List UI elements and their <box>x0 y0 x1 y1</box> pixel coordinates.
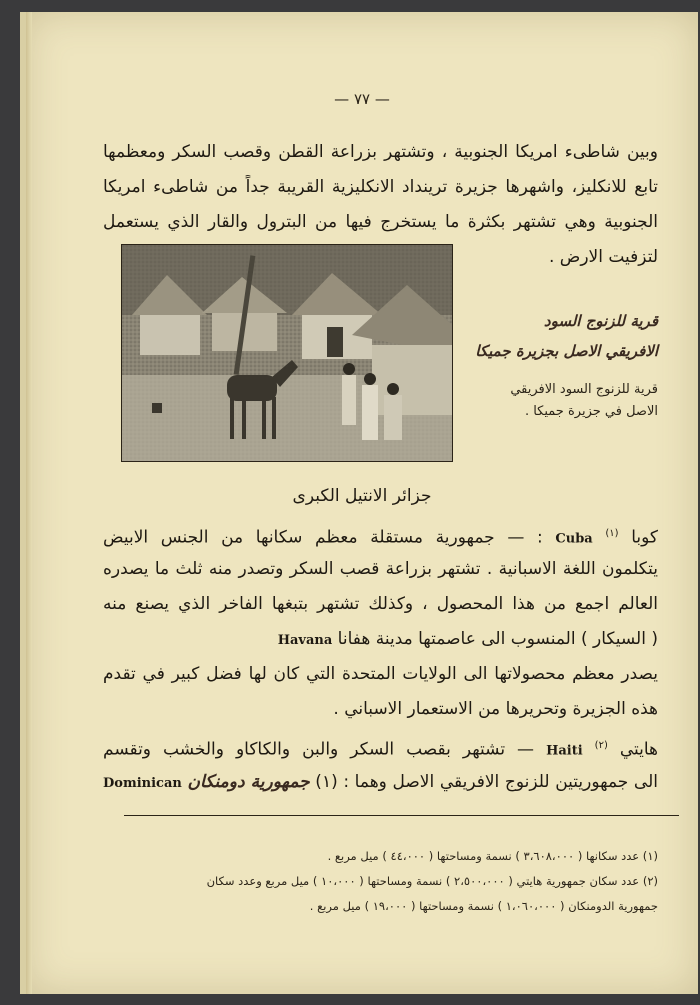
intro-line-4: لتزفيت الارض . <box>548 247 658 267</box>
handwritten-caption-line-2: الافريقي الاصل بجزيرة جميكا <box>475 342 658 360</box>
village-photo <box>121 244 453 462</box>
cuba-line-3: العالم اجمع من هذا المحصول ، وكذلك تشتهر بتبغها الفاخر الذي يصنع منه <box>103 594 658 614</box>
page-number: — ٧٧ — <box>334 90 390 108</box>
footnote-rule <box>124 815 679 816</box>
cuba-line-1 <box>103 522 658 552</box>
cuba-line-5: يصدر معظم محصولاتها الى الولايات المتحدة التي كان لها فضل كبير في تقدم <box>103 664 658 684</box>
intro-line-2: تابع للانكليز، واشهرها جزيرة ترينداد الانكليزية القريبة جداً من شاطىء امريكا <box>103 177 658 197</box>
haiti-line-2-text: الى جمهوريتين للزنوج الافريقي الاصل وهما : (١) <box>315 772 658 792</box>
cuba-name-latin: Cuba <box>555 531 593 547</box>
intro-line-3: الجنوبية وهي تشتهر بكثرة ما يستخرج فيها من البترول والقار الذي يستعمل <box>103 212 658 232</box>
cuba-name: كوبا <box>631 527 658 548</box>
intro-line-1: وبين شاطىء امريكا الجنوبية ، وتشتهر بزراعة القطن وقصب السكر ومعظمها <box>103 142 658 162</box>
haiti-line-1 <box>103 734 658 764</box>
photo-caption-line-2: الاصل في جزيرة جميكا . <box>524 404 658 419</box>
haiti-footnote-ref: (٢) <box>594 740 608 751</box>
footnote-2: (٢) عدد سكان جمهورية هايتي ( ٢،٥٠٠،٠٠٠ ) نسمة ومساحتها ( ١٠،٠٠٠ ) ميل مربع وعدد سكان <box>206 874 658 888</box>
village-illustration <box>122 245 452 461</box>
section-heading: جزائر الانتيل الكبرى <box>292 486 432 506</box>
cuba-line-4 <box>103 627 658 653</box>
cuba-footnote-ref: (١) <box>605 528 619 539</box>
cuba-line-4-text: ( السيكار ) المنسوب الى عاصمتها مدينة هفانا <box>337 629 658 649</box>
footnote-2-continued: جمهورية الدومنكان ( ١،٠٦٠،٠٠٠ ) نسمة ومساحتها ( ١٩،٠٠٠ ) ميل مربع . <box>309 899 658 913</box>
haiti-line-1-text: — تشتهر بقصب السكر والبن والكاكاو والخشب وتقسم <box>103 739 535 760</box>
handwritten-dominican: جمهورية دومنكان <box>187 772 310 792</box>
haiti-line-2 <box>103 770 658 796</box>
dominican-latin: Dominican <box>103 776 182 791</box>
cuba-line-1-text: : — جمهورية مستقلة معظم سكانها من الجنس الابيض <box>103 527 543 548</box>
footnote-1: (١) عدد سكانها ( ٣،٦٠٨،٠٠٠ ) نسمة ومساحتها ( ٤٤،٠٠٠ ) ميل مربع . <box>327 849 658 863</box>
cuba-line-2: يتكلمون اللغة الاسبانية . تشتهر بزراعة قصب السكر وتصدر منه ثلث ما يصدره <box>103 559 658 579</box>
cuba-line-6: هذه الجزيرة وتحريرها من الاستعمار الاسباني . <box>333 699 658 719</box>
handwritten-caption-line-1: قرية للزنوج السود <box>543 312 658 330</box>
photo-caption-line-1: قرية للزنوج السود الافريقي <box>510 382 658 397</box>
haiti-name-latin: Haiti <box>546 743 583 759</box>
havana-latin: Havana <box>277 633 333 648</box>
haiti-name: هايتي <box>619 739 658 760</box>
book-page <box>20 12 698 994</box>
